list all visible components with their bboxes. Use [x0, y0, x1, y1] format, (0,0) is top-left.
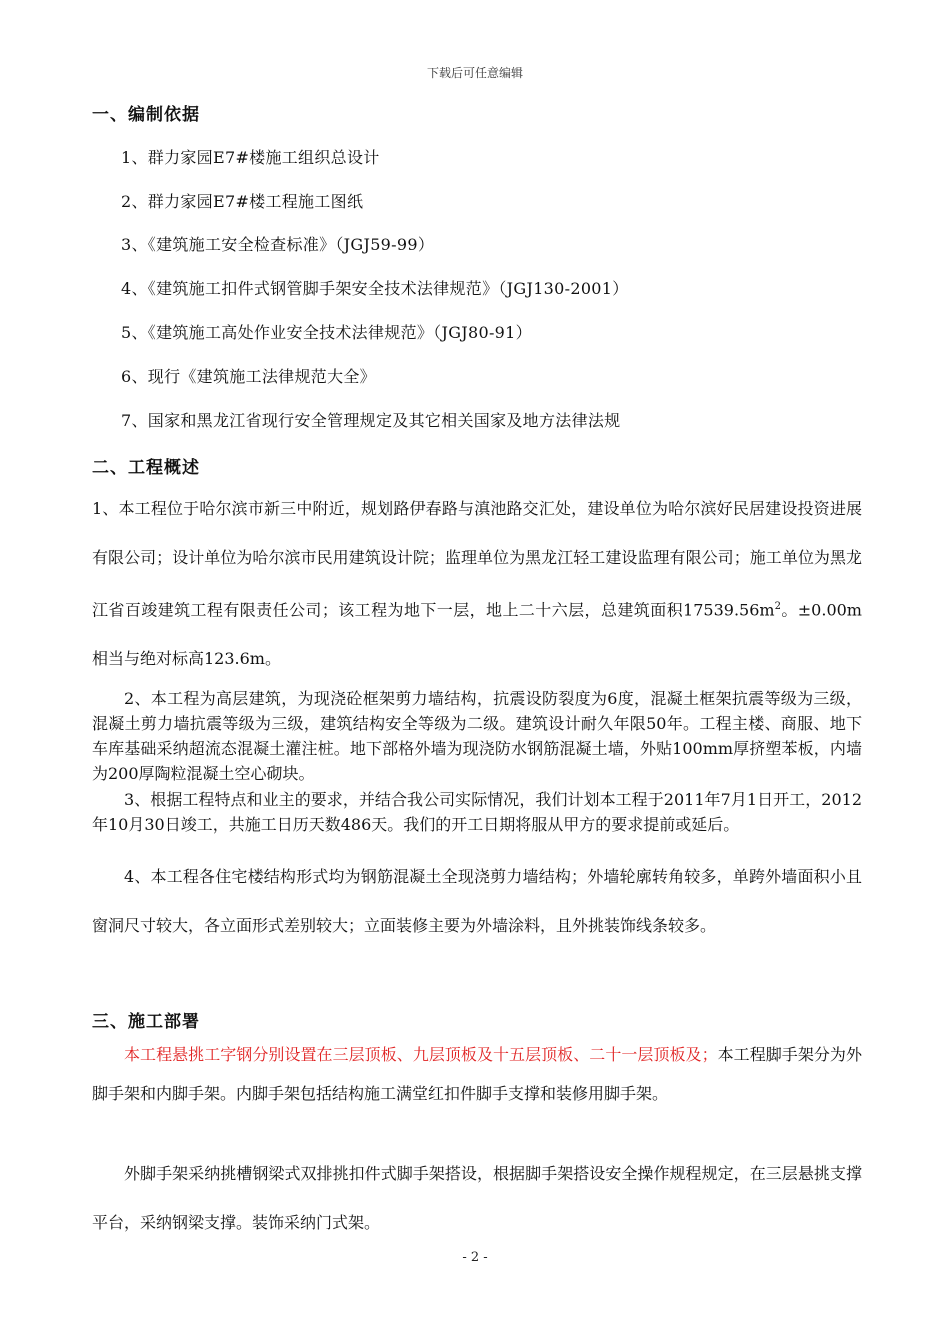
basis-item: 5、《建筑施工高处作业安全技术法律规范》（JGJ80-91）	[121, 323, 532, 342]
highlighted-text: 本工程悬挑工字钢分别设置在三层顶板、九层顶板及十五层顶板、二十一层顶板及；	[124, 1045, 718, 1064]
overview-paragraph-2: 2、本工程为高层建筑，为现浇砼框架剪力墙结构，抗震设防裂度为6度，混凝土框架抗震等级为三级，混凝土剪力墙抗震等级为三级，建筑结构安全等级为二级。建筑设计耐久年限50年。工程主楼、商服、地下车库基础采纳超流态混凝土灌注桩。地下部格外墙为现浇防水钢筋混凝土墙，外贴100mm厚挤塑苯板，内墙为200厚陶粒混凝土空心砌块。	[92, 689, 862, 783]
overview-paragraph-3: 3、根据工程特点和业主的要求，并结合我公司实际情况，我们计划本工程于2011年7月1日开工，2012年10月30日竣工，共施工日历天数486天。我们的开工日期将服从甲方的要求提前或延后。	[92, 790, 862, 834]
overview-paragraph-4: 4、本工程各住宅楼结构形式均为钢筋混凝土全现浇剪力墙结构；外墙轮廓转角较多，单跨外墙面积小且窗洞尺寸较大，各立面形式差别较大；立面装修主要为外墙涂料，且外挑装饰线条较多。	[92, 867, 862, 935]
section-heading-basis: 一、编制依据	[92, 105, 200, 125]
deployment-paragraph-2: 外脚手架采纳挑槽钢梁式双排挑扣件式脚手架搭设，根据脚手架搭设安全操作规程规定，在三层悬挑支撑平台，采纳钢梁支撑。装饰采纳门式架。	[92, 1164, 862, 1232]
basis-item: 3、《建筑施工安全检查标准》（JGJ59-99）	[121, 235, 435, 254]
header-note: 下载后可任意编辑	[426, 66, 523, 80]
basis-item: 7、国家和黑龙江省现行安全管理规定及其它相关国家及地方法律法规	[121, 411, 621, 430]
section-heading-overview: 二、工程概述	[92, 458, 200, 478]
basis-item: 2、群力家园E7#楼工程施工图纸	[121, 192, 364, 211]
page-number: - 2 -	[462, 1250, 488, 1265]
basis-item: 6、现行《建筑施工法律规范大全》	[121, 367, 376, 386]
section-heading-deployment: 三、施工部署	[92, 1012, 200, 1032]
deployment-paragraph-1: 本工程悬挑工字钢分别设置在三层顶板、九层顶板及十五层顶板、二十一层顶板及；本工程脚手架分为外脚手架和内脚手架。内脚手架包括结构施工满堂红扣件脚手支撑和装修用脚手架。	[92, 1045, 862, 1103]
overview-paragraph-1: 1、本工程位于哈尔滨市新三中附近，规划路伊春路与滇池路交汇处，建设单位为哈尔滨好民居建设投资进展有限公司；设计单位为哈尔滨市民用建筑设计院；监理单位为黑龙江轻工建设监理有限公司；施工单位为黑龙江省百竣建筑工程有限责任公司；该工程为地下一层，地上二十六层，总建筑面积$17539.56m^2$。±0.00m相当与绝对标高123.6m。	[92, 499, 862, 669]
basis-item: 1、群力家园E7#楼施工组织总设计	[121, 148, 380, 167]
basis-item: 4、《建筑施工扣件式钢管脚手架安全技术法律规范》（JGJ130-2001）	[121, 279, 629, 298]
